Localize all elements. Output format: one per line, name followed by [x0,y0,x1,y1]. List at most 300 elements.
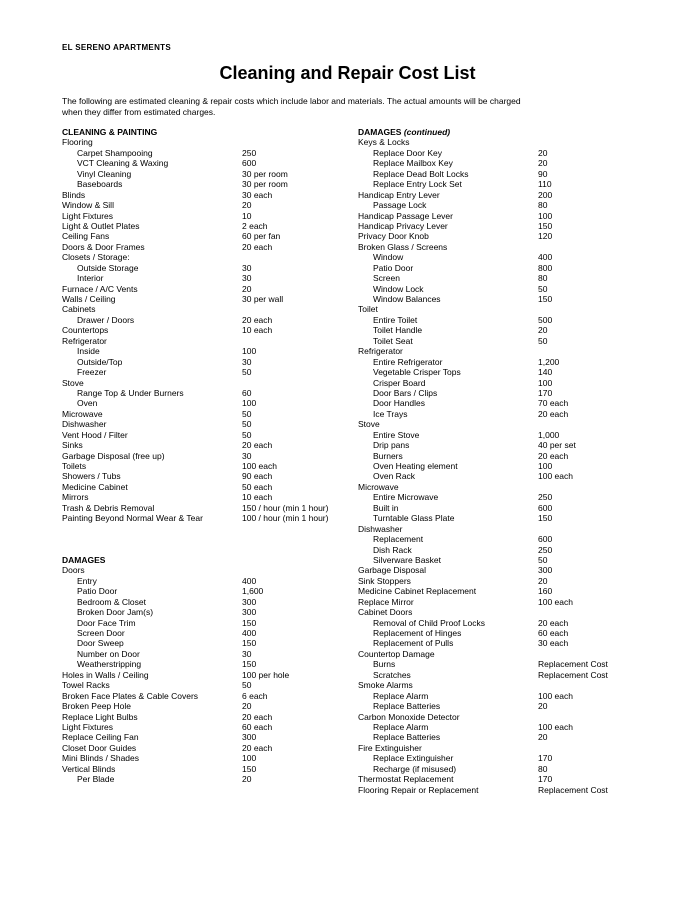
cost-row [62,712,352,722]
cost-item-label: Microwave [358,481,399,492]
cost-row [358,576,658,586]
cost-item-label: Outside/Top [77,356,123,367]
cost-item-label: Window & Sill [62,200,114,211]
cost-item-value: 200 [538,189,553,200]
cost-item-label: Fire Extinguisher [358,742,422,753]
cost-item-value: 120 [538,231,553,242]
cost-item-label: Replacement of Hinges [373,628,462,638]
cost-row [62,419,352,429]
cost-item-label: Replace Extinguisher [373,753,454,764]
cost-item-label: Light & Outlet Plates [62,220,140,231]
cost-row [62,440,352,450]
cost-row [62,451,352,461]
cost-row [358,659,658,669]
cost-row [62,137,352,147]
cost-item-label: Entire Refrigerator [373,356,443,367]
cost-row [62,315,352,325]
cost-item-value: 1,200 [538,356,560,367]
cost-row [358,325,658,335]
cost-item-value: 90 each [242,471,273,482]
cost-item-label: Toilet Handle [373,325,423,336]
cost-item-label: Replace Mailbox Key [373,158,453,169]
cost-item-label: Dishwasher [358,523,403,534]
cost-item-value: 50 [538,335,548,346]
cost-row [358,586,658,596]
cost-item-label: Sink Stoppers [358,575,411,586]
cost-row [62,409,352,419]
cost-item-value: 20 [538,701,548,712]
cost-row [358,461,658,471]
cost-row [62,294,352,304]
cost-row [62,764,352,774]
cost-item-label: Toilet [358,304,378,315]
cost-row [358,409,658,419]
cost-row [62,503,352,513]
cost-item-label: Screen Door [77,628,125,638]
cost-row [358,388,658,398]
cost-item-label: Showers / Tubs [62,471,121,482]
cost-item-value: 10 each [242,492,273,503]
cost-item-value: 300 [242,596,257,607]
cost-row [62,565,352,575]
cost-item-label: Replace Dead Bolt Locks [373,168,469,179]
cost-item-label: Replace Door Key [373,147,442,158]
cost-row [62,680,352,690]
cost-item-label: Entire Stove [373,429,420,440]
cost-item-label: Inside [77,346,100,357]
cost-item-label: Flooring [62,137,93,148]
spacer [62,534,352,544]
cost-row [358,357,658,367]
cost-item-value: 20 each [538,617,569,628]
cost-row [62,492,352,502]
cost-item-value: 50 [538,283,548,294]
cost-row [358,701,658,711]
cost-row [358,565,658,575]
cost-row [358,732,658,742]
cost-row [358,211,658,221]
cost-item-label: Drip pans [373,440,410,451]
cost-item-label: Per Blade [77,774,115,785]
cost-item-value: 20 each [242,241,273,252]
cost-item-label: Privacy Door Knob [358,231,429,242]
cost-item-value: 20 [242,701,252,712]
left-column [62,127,352,785]
cost-item-label: Turntable Glass Plate [373,513,455,524]
cost-row [62,513,352,523]
cost-item-label: Dishwasher [62,419,107,430]
cost-row [358,190,658,200]
cost-item-label: Vinyl Cleaning [77,168,132,179]
cost-item-label: Towel Racks [62,680,110,691]
cost-row [62,158,352,168]
cost-row [62,200,352,210]
cost-item-value: 20 each [242,440,273,451]
cost-row [62,753,352,763]
cost-row [358,398,658,408]
cost-row [358,430,658,440]
cost-item-value: 100 [538,461,553,471]
cost-item-value: 170 [538,753,553,764]
cost-item-value: 50 [242,408,252,419]
cost-item-label: Passage Lock [373,200,427,211]
cost-item-label: Window Lock [373,283,424,294]
cost-item-label: Entry [77,575,97,586]
cost-item-label: Vegetable Crisper Tops [373,367,461,378]
cost-row [358,263,658,273]
cost-item-value: 100 [242,398,257,409]
cost-item-label: Holes in Walls / Ceiling [62,669,149,680]
cost-item-label: Doors [62,565,85,576]
cost-item-value: 90 [538,168,548,179]
cost-row [358,336,658,346]
cost-item-label: Refrigerator [62,335,107,346]
cost-row [62,743,352,753]
cost-row [358,691,658,701]
cost-item-value: 70 each [538,398,569,409]
cost-row [62,179,352,189]
cost-item-value: 250 [538,492,553,503]
cost-item-label: Replace Alarm [373,690,429,701]
page-title: Cleaning and Repair Cost List [219,63,476,83]
cost-item-label: Baseboards [77,179,123,190]
cost-item-label: Cabinets [62,304,96,315]
intro-paragraph: The following are estimated cleaning & repair costs which include labor and materials. The actual amounts will be charged when they differ from estimated charges. [62,96,521,117]
cost-item-value: Replacement Cost [538,784,608,795]
cost-item-value: 100 [242,346,257,357]
cost-row [62,169,352,179]
cost-item-label: Replace Mirror [358,596,414,607]
cost-item-label: Vertical Blinds [62,763,116,774]
cost-row [358,753,658,763]
cost-item-label: Dish Rack [373,544,412,555]
cost-item-value: 400 [242,628,257,638]
cost-item-value: 400 [242,575,257,586]
cost-item-value: 600 [538,502,553,513]
cost-item-label: Garbage Disposal [358,565,427,576]
cost-item-label: Cabinet Doors [358,607,413,618]
cost-item-value: 20 [538,575,548,586]
cost-item-label: Door Bars / Clips [373,387,438,398]
cost-item-label: Freezer [77,367,107,378]
cost-row [358,137,658,147]
cost-item-label: Handicap Privacy Lever [358,220,448,231]
cost-item-label: Smoke Alarms [358,680,413,691]
cost-item-value: 250 [242,147,257,158]
cost-row [358,273,658,283]
cost-row [62,211,352,221]
cost-item-label: Entire Microwave [373,492,439,503]
cost-item-label: Broken Face Plates & Cable Covers [62,690,199,701]
cost-item-label: Handicap Entry Lever [358,189,440,200]
cost-item-value: 80 [538,200,548,211]
cost-row [358,545,658,555]
cost-item-label: Patio Door [373,262,414,273]
cost-row [62,471,352,481]
cost-item-label: Vent Hood / Filter [62,429,128,440]
cost-item-label: Patio Door [77,586,118,597]
cost-item-value: 20 [538,732,548,743]
cost-item-value: 2 each [242,220,268,231]
cost-row [62,586,352,596]
cost-row [358,419,658,429]
cost-item-label: Removal of Child Proof Locks [373,617,485,628]
cost-item-label: Silverware Basket [373,554,442,565]
cost-item-value: 50 [242,419,252,430]
cost-item-label: Replace Entry Lock Set [373,179,462,190]
cost-item-value: Replacement Cost [538,669,608,680]
cost-row [62,649,352,659]
cost-item-label: Range Top & Under Burners [77,387,184,398]
cost-row [358,200,658,210]
cost-item-value: 170 [538,774,553,785]
cost-item-label: Refrigerator [358,346,403,357]
cost-row [358,722,658,732]
cost-item-value: 50 [242,367,252,378]
cost-item-value: 50 each [242,481,273,492]
cost-row [358,764,658,774]
cost-item-label: Medicine Cabinet Replacement [358,586,477,597]
cost-item-label: Oven Heating element [373,461,458,471]
cost-item-value: 100 per hole [242,669,290,680]
cost-item-value: 300 [242,732,257,743]
cost-item-label: Furnace / A/C Vents [62,283,138,294]
cost-item-label: Interior [77,273,104,284]
cost-row [62,691,352,701]
cost-row [358,242,658,252]
cost-item-value: 60 each [242,721,273,732]
cost-item-label: Window Balances [373,294,441,304]
cost-item-value: 100 each [242,461,277,471]
cost-item-label: Crisper Board [373,377,426,388]
cost-item-value: 30 [242,450,252,461]
cost-item-value: 30 each [242,189,273,200]
cost-row [358,315,658,325]
cost-item-value: 140 [538,367,553,378]
cost-item-value: 150 [538,513,553,524]
cost-item-value: 20 each [242,742,273,753]
cost-row [358,492,658,502]
cost-item-value: 20 each [538,450,569,461]
cost-row [62,388,352,398]
cost-item-value: 10 [242,210,252,221]
cost-item-value: 400 [538,252,553,263]
cost-item-label: DAMAGES [62,554,106,565]
cost-row [62,482,352,492]
cost-item-value: 100 [538,377,553,388]
cost-item-value: 50 [242,680,252,691]
cost-item-label: Flooring Repair or Replacement [358,784,479,795]
cost-item-label: Replace Light Bulbs [62,711,138,722]
cost-row [358,367,658,377]
cost-row [62,628,352,638]
cost-item-value: 30 [242,273,252,284]
cost-item-value: 500 [538,314,553,325]
cost-item-label: Countertop Damage [358,648,435,659]
cost-item-value: 150 / hour (min 1 hour) [242,502,329,513]
cost-item-label: Microwave [62,408,103,419]
cost-row [62,148,352,158]
cost-row [62,430,352,440]
cost-item-value: 50 [538,554,548,565]
cost-row [358,482,658,492]
cost-item-value: 300 [538,565,553,576]
cost-item-value: 30 [242,648,252,659]
cost-item-value: 80 [538,763,548,774]
cost-row [62,576,352,586]
cost-row [62,304,352,314]
cost-item-value: 1,600 [242,586,264,597]
cost-row [358,294,658,304]
cost-row [358,743,658,753]
section-heading-suffix: (continued) [403,127,451,137]
section-heading [358,127,658,137]
cost-item-value: 100 each [538,690,573,701]
cost-item-label: Broken Door Jam(s) [77,607,154,618]
cost-item-value: 150 [538,220,553,231]
cost-item-value: 100 each [538,471,573,482]
cost-item-label: Handicap Passage Lever [358,210,453,221]
cost-row [358,284,658,294]
cost-row [358,628,658,638]
cost-item-value: 150 [242,763,257,774]
cost-item-label: Burners [373,450,403,461]
cost-row [62,284,352,294]
cost-item-label: Mirrors [62,492,89,503]
cost-item-label: Blinds [62,189,86,200]
cost-item-label: Toilets [62,461,87,471]
cost-item-label: Toilet Seat [373,335,413,346]
cost-row [62,357,352,367]
cost-item-value: 160 [538,586,553,597]
cost-row [358,555,658,565]
cost-item-value: 800 [538,262,553,273]
cost-item-label: Stove [358,419,380,430]
cost-item-value: 50 [242,429,252,440]
cost-item-label: Countertops [62,325,109,336]
cost-row [358,638,658,648]
cost-item-value: 150 [242,659,257,670]
cost-item-value: 20 [242,283,252,294]
cost-row [358,346,658,356]
cost-row [62,263,352,273]
cost-item-label: Garbage Disposal (free up) [62,450,165,461]
cost-item-value: 170 [538,387,553,398]
cost-row [62,701,352,711]
cost-item-label: Door Face Trim [77,617,136,628]
cost-item-value: 20 [538,325,548,336]
cost-item-value: 100 [538,210,553,221]
cost-item-label: Bedroom & Closet [77,596,146,607]
cost-row [62,670,352,680]
cost-row [358,231,658,241]
cost-row [62,336,352,346]
cost-item-value: 250 [538,544,553,555]
cost-row [62,231,352,241]
cost-item-value: 20 [538,147,548,158]
cost-item-value: 30 each [538,638,569,649]
cost-row [62,722,352,732]
cost-row [62,325,352,335]
cost-row [62,346,352,356]
cost-row [62,597,352,607]
cost-item-label: Window [373,252,404,263]
cost-item-label: Stove [62,377,84,388]
cost-item-label: Walls / Ceiling [62,294,116,304]
cost-row [62,378,352,388]
cost-item-value: 20 [242,774,252,785]
cost-item-label: Light Fixtures [62,210,114,221]
cost-item-label: Recharge (if misused) [373,763,457,774]
cost-row [358,785,658,795]
cost-item-label: Weatherstripping [77,659,142,670]
spacer [62,524,352,534]
cost-item-value: 20 each [242,711,273,722]
cost-row [358,158,658,168]
cost-row [62,618,352,628]
cost-row [358,670,658,680]
cost-row [62,398,352,408]
cost-item-label: Door Handles [373,398,425,409]
cost-item-label: Light Fixtures [62,721,114,732]
cost-item-label: Thermostat Replacement [358,774,454,785]
cost-item-value: 60 each [538,628,569,638]
cost-item-label: Doors & Door Frames [62,241,145,252]
cost-row [358,534,658,544]
cost-item-label: VCT Cleaning & Waxing [77,158,169,169]
cost-item-value: 30 [242,356,252,367]
cost-row [62,638,352,648]
cost-row [62,659,352,669]
cost-item-label: Carpet Shampooing [77,147,153,158]
cost-item-value: 6 each [242,690,268,701]
cost-item-value: 40 per set [538,440,576,451]
section-heading [62,555,352,565]
cost-row [358,221,658,231]
cost-item-value: 30 per room [242,168,288,179]
cost-item-value: 110 [538,179,552,190]
cost-row [62,367,352,377]
cost-row [358,169,658,179]
cost-item-label: Burns [373,659,396,670]
cost-row [358,179,658,189]
cost-item-value: Replacement Cost [538,659,608,670]
cost-item-label: Ice Trays [373,408,408,419]
cost-item-label: Medicine Cabinet [62,481,128,492]
cost-item-label: Keys & Locks [358,137,410,148]
cost-item-value: 30 per wall [242,294,284,304]
cost-item-label: Scratches [373,669,411,680]
cost-row [358,607,658,617]
cost-item-value: 100 / hour (min 1 hour) [242,513,329,524]
cost-item-value: 80 [538,273,548,284]
cost-row [62,242,352,252]
cost-item-value: 600 [538,534,553,545]
cost-item-value: 600 [242,158,257,169]
cost-item-value: 20 each [538,408,569,419]
cost-item-label: Replace Ceiling Fan [62,732,139,743]
cost-item-value: 20 [538,158,548,169]
cost-item-value: 20 each [242,314,273,325]
cost-item-label: Outside Storage [77,262,139,273]
cost-item-label: Oven Rack [373,471,416,482]
cost-row [62,221,352,231]
cost-item-value: 1,000 [538,429,560,440]
cost-item-value: 60 per fan [242,231,281,242]
cost-row [358,513,658,523]
cost-item-value: 150 [538,294,553,304]
cost-row [358,597,658,607]
